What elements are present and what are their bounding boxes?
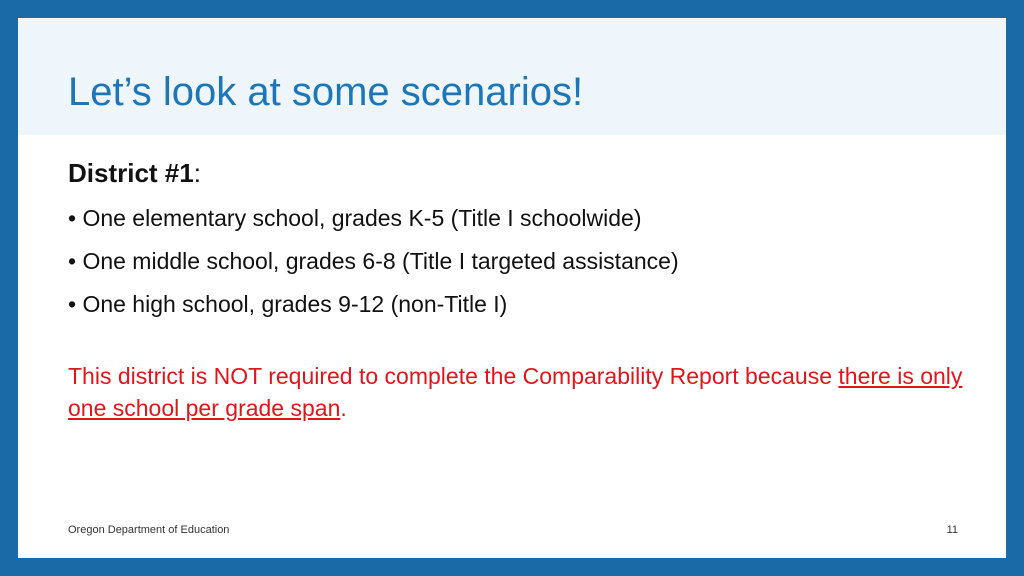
district-heading (68, 158, 968, 189)
footer-org: Oregon Department of Education (68, 524, 230, 536)
bullet-elementary: • One elementary school, grades K-5 (Title I schoolwide) (68, 205, 642, 231)
district-colon: : (193, 158, 201, 188)
comparability-note (68, 360, 968, 424)
slide-body (68, 158, 968, 424)
bullet-high: • One high school, grades 9-12 (non-Title I) (68, 291, 508, 317)
slide (18, 18, 1006, 558)
note-prefix: This district is NOT required to complete the Comparability Report because (68, 363, 839, 389)
slide-title: Let’s look at some scenarios! (68, 70, 584, 114)
note-suffix: . (340, 395, 347, 421)
note-underlined: there is only one school per grade span (68, 363, 963, 421)
district-label: District #1 (68, 158, 194, 188)
page-number: 11 (946, 524, 958, 536)
bullet-middle: • One middle school, grades 6-8 (Title I targeted assistance) (68, 248, 679, 274)
